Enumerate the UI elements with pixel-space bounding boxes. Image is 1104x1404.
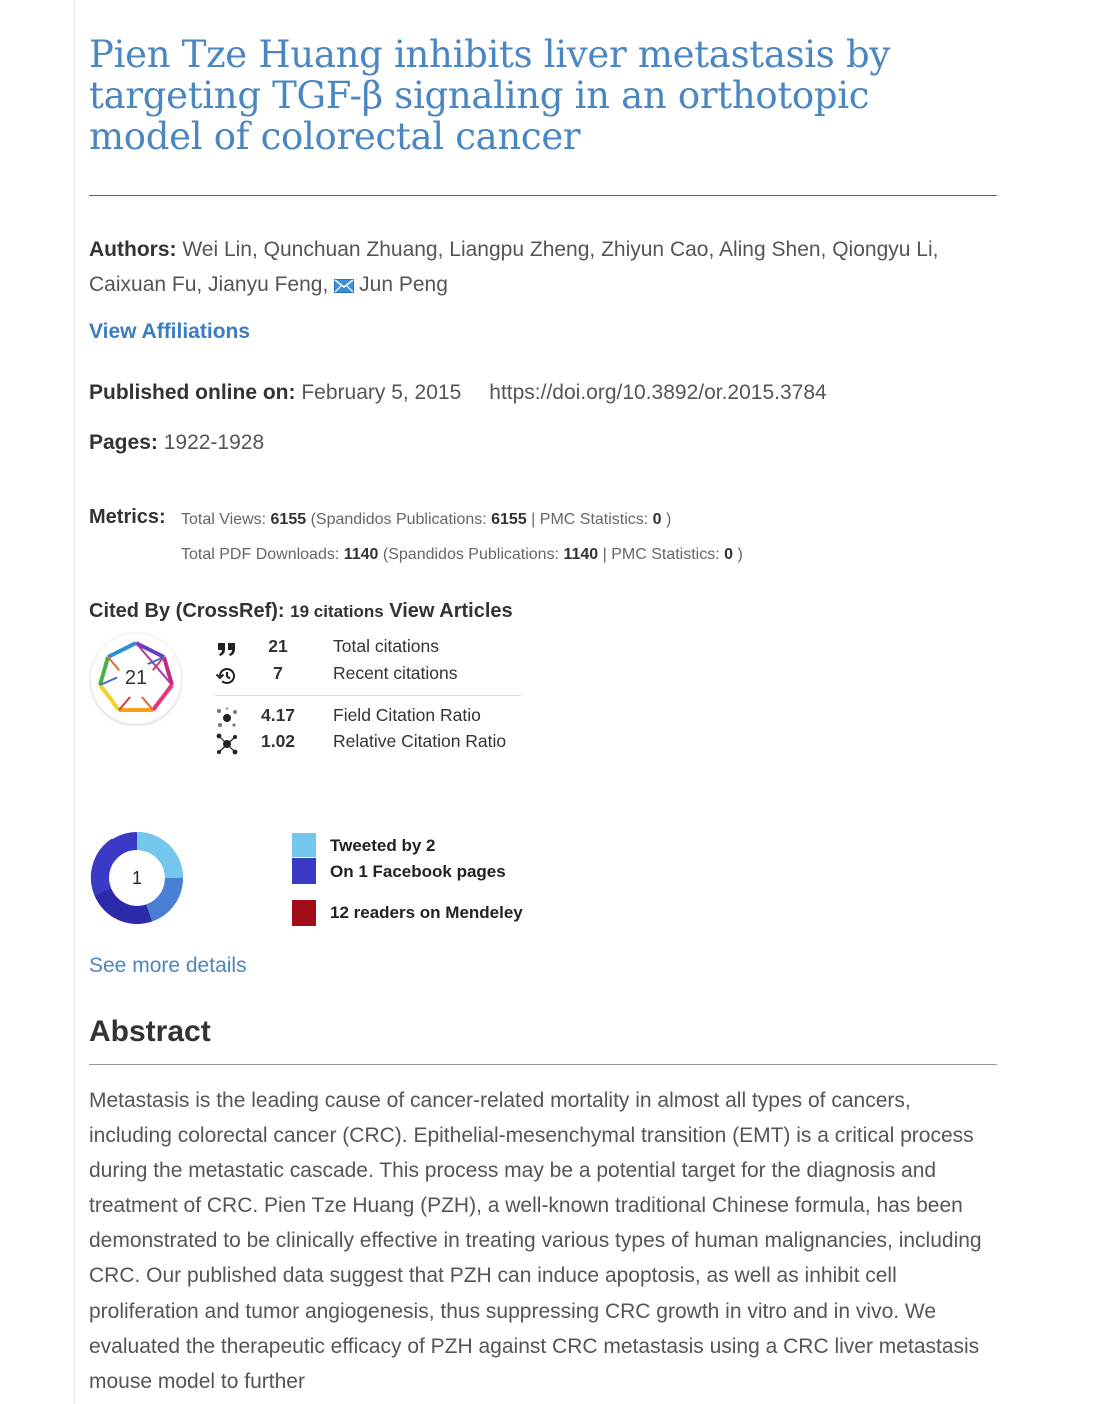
pages-value: 1922-1928 — [157, 431, 265, 454]
relative-citation-ratio-label: Relative Citation Ratio — [333, 731, 507, 751]
history-icon — [215, 664, 239, 688]
downloads-pmc: 0 — [724, 546, 734, 563]
views-sep: | PMC Statistics: — [526, 511, 653, 528]
total-citations-label: Total citations — [333, 636, 440, 656]
field-citation-ratio-label: Field Citation Ratio — [333, 705, 481, 725]
cited-by-label: Cited By (CrossRef): — [89, 600, 285, 622]
field-ratio-icon — [215, 706, 239, 730]
downloads-end: ) — [733, 546, 743, 563]
dimensions-row-fcr — [215, 705, 521, 731]
views-prefix: Total Views: — [181, 511, 271, 528]
page-edge-line — [74, 0, 75, 1404]
altmetric-mendeley[interactable]: 12 readers on Mendeley — [330, 903, 523, 922]
article-title: Pien Tze Huang inhibits liver metastasis by targeting TGF-β signaling in an orthotopic model of colorectal cancer — [89, 33, 890, 158]
downloads-prefix: Total PDF Downloads: — [181, 546, 344, 563]
altmetric-score: 1 — [131, 868, 142, 888]
dimensions-badge[interactable] — [89, 632, 183, 726]
altmetric-twitter[interactable]: Tweeted by 2 — [330, 836, 436, 855]
twitter-swatch — [292, 833, 316, 857]
views-mid: (Spandidos Publications: — [306, 511, 492, 528]
recent-citations-value: 7 — [273, 663, 283, 683]
dimensions-badge-value: 21 — [124, 667, 148, 689]
mendeley-swatch — [292, 900, 316, 926]
published-date: February 5, 2015 — [295, 381, 462, 404]
downloads-total: 1140 — [343, 546, 379, 563]
view-affiliations-link[interactable]: View Affiliations — [89, 320, 251, 343]
authors-label: Authors: — [89, 238, 177, 261]
abstract-text: Metastasis is the leading cause of cancer-related mortality in almost all types of cancers, including colorectal cancer (CRC). Epithelial-mesenchymal transition (EMT) is a critical process during the metastatic cascade. This process may be a potential target for the diagnosis and treatment of CRC. Pien Tze Huang (PZH), a well-known traditional Chinese formula, has been demonstrated to be clinically effective in treating various types of human malignancies, including CRC. Our published data suggest that PZH can induce apoptosis, as well as inhibit cell proliferation and tumor angiogenesis, thus suppressing CRC growth in vitro and in vivo. We evaluated the therapeutic efficacy of PZH against CRC metastasis using a CRC liver metastasis mouse model to further — [89, 1089, 982, 1393]
total-citations-value: 21 — [268, 636, 288, 656]
authors-line — [89, 232, 989, 304]
facebook-swatch — [292, 858, 316, 884]
title-divider — [89, 195, 997, 196]
recent-citations-label: Recent citations — [333, 663, 458, 683]
relative-citation-ratio-value: 1.02 — [260, 731, 296, 751]
quote-icon — [215, 637, 239, 661]
corresponding-author[interactable]: Jun Peng — [359, 273, 448, 296]
dimensions-row-recent — [215, 663, 521, 689]
view-articles-link[interactable]: View Articles — [389, 600, 513, 622]
dimensions-row-rcr — [215, 731, 521, 757]
citation-count: 19 citations — [290, 602, 384, 621]
published-line — [89, 381, 827, 405]
metrics-views-row — [181, 511, 671, 529]
pages-line — [89, 431, 264, 455]
doi-link[interactable]: https://doi.org/10.3892/or.2015.3784 — [489, 381, 827, 404]
downloads-sep: | PMC Statistics: — [598, 546, 725, 563]
pages-label: Pages: — [89, 431, 158, 454]
field-citation-ratio-value: 4.17 — [260, 705, 296, 725]
relative-ratio-icon — [215, 732, 239, 756]
cited-by-line — [89, 600, 513, 623]
abstract-heading: Abstract — [89, 1015, 211, 1048]
views-end: ) — [661, 511, 672, 528]
authors-list: Wei Lin, Qunchuan Zhuang, Liangpu Zheng, Zhiyun Cao, Aling Shen, Qiongyu Li, Caixuan Fu, Jianyu Feng, — [89, 238, 939, 296]
views-total: 6155 — [270, 511, 307, 528]
metrics-downloads-row — [181, 546, 743, 564]
views-spandidos: 6155 — [491, 511, 527, 528]
downloads-spandidos: 1140 — [563, 546, 599, 563]
dimensions-row-total — [215, 636, 521, 662]
views-pmc: 0 — [652, 511, 662, 528]
dimensions-divider — [215, 695, 521, 696]
abstract-divider — [89, 1064, 997, 1065]
published-label: Published online on: — [89, 381, 296, 404]
metrics-label: Metrics: — [89, 506, 166, 528]
envelope-icon[interactable] — [334, 269, 354, 304]
altmetric-donut[interactable] — [89, 830, 185, 926]
downloads-mid: (Spandidos Publications: — [378, 546, 564, 563]
see-more-details-link[interactable]: See more details — [89, 954, 247, 977]
altmetric-facebook[interactable]: On 1 Facebook pages — [330, 862, 506, 881]
